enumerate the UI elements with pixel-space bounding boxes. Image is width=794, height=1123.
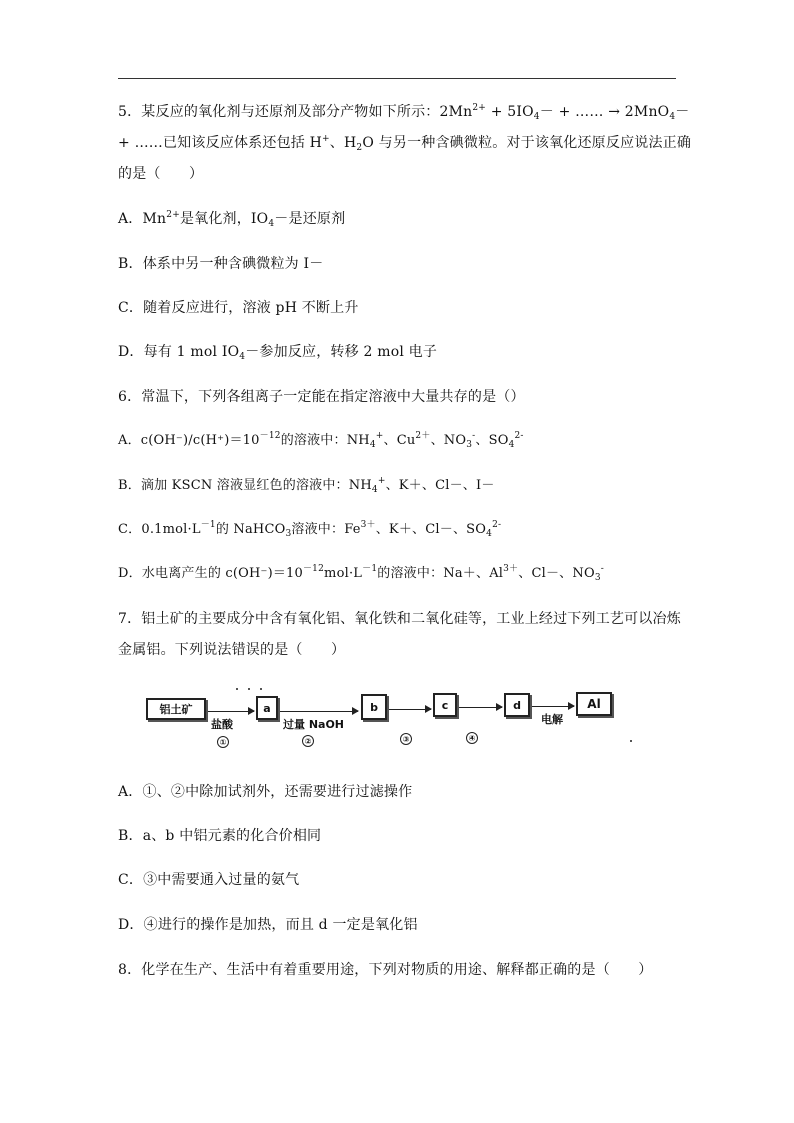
flow-box-a: a <box>256 696 278 720</box>
flow-box-b: b <box>361 694 387 720</box>
q5-stem-line1: 5．某反应的氧化剂与还原剂及部分产物如下所示：$2Mn^{2+} + 5IO_4-$ + …… → 2MnO$_4$－ <box>118 103 690 122</box>
flow-box-d: d <box>504 693 530 717</box>
flow-box-start: 铝土矿 <box>146 698 206 720</box>
header-rule <box>118 78 676 79</box>
q5-option-a: A．$Mn^{2+}$是氧化剂，$IO_4-$是还原剂 <box>118 210 346 229</box>
q6-option-c: C．$0.1mol\cdot L^{-1}$的 NaHCO$_3$溶液中：$Fe^{3+}$、K＋、Cl－、$SO_4^{2-}$ <box>118 520 502 539</box>
step-4-marker: ④ <box>466 732 478 744</box>
q8-stem: 8．化学在生产、生活中有着重要用途，下列对物质的用途、解释都正确的是（ ） <box>118 962 653 978</box>
q7-stem-line1: 7．铝土矿的主要成分中含有氧化铝、氧化铁和二氧化硅等，工业上经过下列工艺可以冶炼 <box>118 611 681 627</box>
q6-option-a: A．$c(OH^-)/c(H^+)=10^{-12}$的溶液中：$NH_4^+$、$Cu^{2+}$、$NO_3^-$、$SO_4^{2-}$ <box>118 431 524 450</box>
speck <box>236 688 238 690</box>
flow-arrow-1 <box>208 711 254 712</box>
flow-box-c: c <box>433 693 457 717</box>
flow-arrow-5 <box>532 706 574 707</box>
flow-arrow-3 <box>389 709 431 710</box>
q5-stem-line2: + ……已知该反应体系还包括 H+、$H_2O$ 与另一种含碘微粒。对于该氧化还原反应说法正确 <box>118 134 692 153</box>
q6-stem: 6．常温下，下列各组离子一定能在指定溶液中大量共存的是（） <box>118 389 525 405</box>
q7-stem-line2: 金属铝。下列说法错误的是（ ） <box>118 642 346 658</box>
flow-box-end: Al <box>576 692 612 716</box>
flow-label-naoh: 过量 NaOH <box>283 718 345 731</box>
q7-option-d: D．④进行的操作是加热，而且 d 一定是氧化铝 <box>118 917 418 933</box>
q6-option-d: D．水电离产生的 $c(OH^-)=10^{-12}mol\cdot L^{-1}$的溶液中：Na＋、$Al^{3+}$、Cl－、$NO_3^-$ <box>118 564 605 583</box>
q6-option-b: B．滴加 KSCN 溶液显红色的溶液中：$NH_4^+$、K＋、Cl－、I－ <box>118 476 495 495</box>
speck <box>248 688 250 690</box>
speck <box>630 740 632 742</box>
q7-option-b: B．a、b 中铝元素的化合价相同 <box>118 828 322 844</box>
q5-option-b: B．体系中另一种含碘微粒为 I－ <box>118 256 324 272</box>
flow-arrow-4 <box>459 707 502 708</box>
q7-option-a: A．①、②中除加试剂外，还需要进行过滤操作 <box>118 784 413 800</box>
speck <box>260 688 262 690</box>
step-1-marker: ① <box>217 736 229 748</box>
q7-option-c: C．③中需要通入过量的氨气 <box>118 872 300 888</box>
flow-arrow-2 <box>280 711 358 712</box>
flow-label-hcl: 盐酸 <box>211 718 233 731</box>
flow-label-electrolysis: 电解 <box>541 713 563 726</box>
step-2-marker: ② <box>302 735 314 747</box>
q5-option-d: D．每有 1 mol $IO_4-$参加反应，转移 2 mol 电子 <box>118 344 438 362</box>
q5-stem-line3: 的是（ ） <box>118 166 204 182</box>
step-3-marker: ③ <box>400 733 412 745</box>
q5-option-c: C．随着反应进行，溶液 pH 不断上升 <box>118 300 359 316</box>
